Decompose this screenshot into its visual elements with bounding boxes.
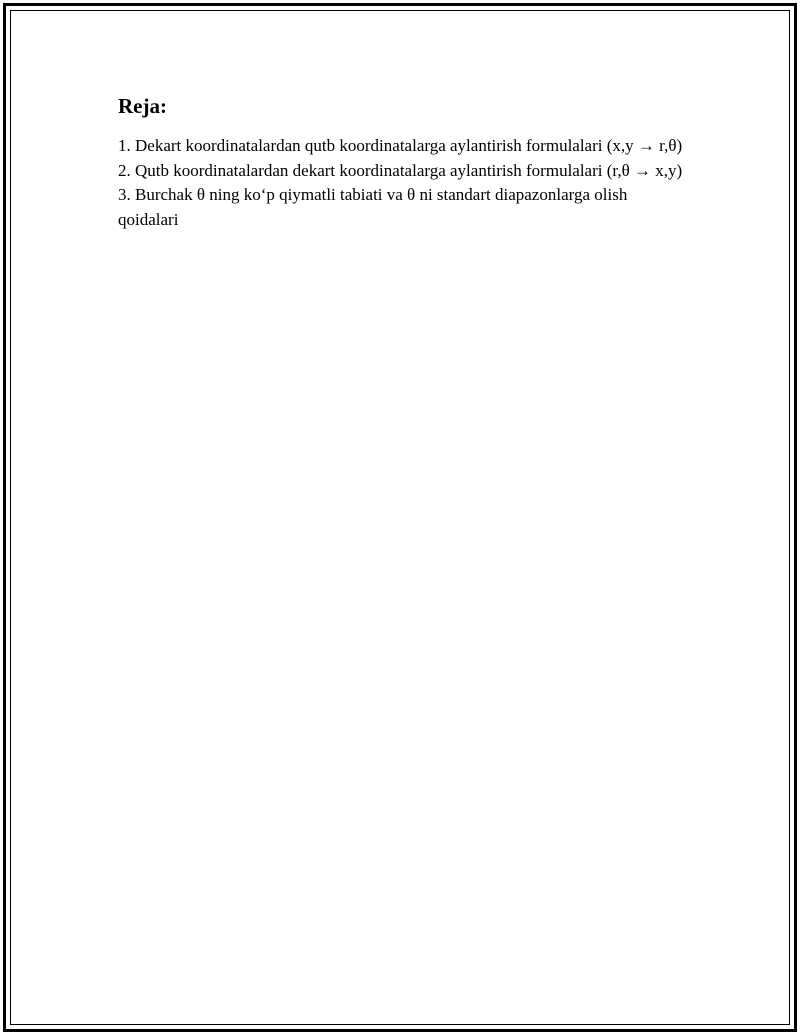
page-content xyxy=(118,92,683,232)
plan-item-1: 1. Dekart koordinatalardan qutb koordinatalarga aylantirish formulalari (x,y → r,θ) xyxy=(118,136,683,155)
plan-item-3: 3. Burchak θ ning koʻp qiymatli tabiati va θ ni standart diapazonlarga olish qoidalari xyxy=(118,185,628,229)
plan-list xyxy=(118,134,683,232)
plan-heading: Reja: xyxy=(118,94,167,118)
plan-item-2: 2. Qutb koordinatalardan dekart koordinatalarga aylantirish formulalari (r,θ → x,y) xyxy=(118,160,683,180)
